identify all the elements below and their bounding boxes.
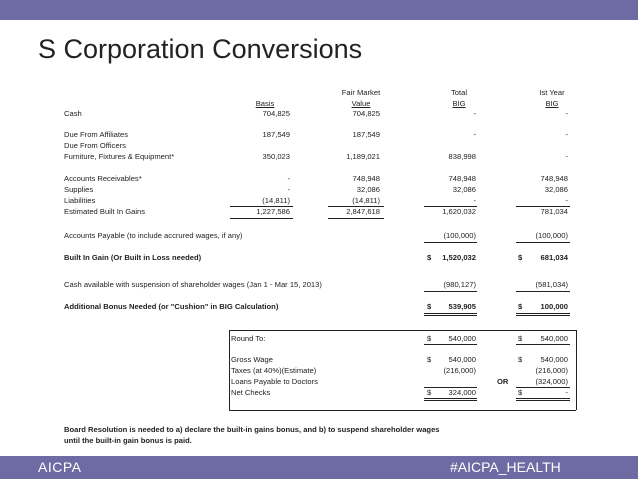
- row-total: 838,998: [448, 152, 476, 161]
- row-label: Due From Affiliates: [64, 130, 129, 139]
- row-fmv: 748,948: [352, 174, 380, 183]
- slide-title: S Corporation Conversions: [38, 34, 363, 64]
- accounts-payable-label: Accounts Payable (to include accrured wages, if any): [64, 231, 243, 240]
- or-label: OR: [497, 377, 509, 386]
- net-checks-total: 324,000: [448, 388, 476, 397]
- board-resolution-note-line2: until the built-in gain bonus is paid.: [64, 436, 192, 445]
- box-left-border: [229, 330, 230, 410]
- taxes-first: (216,000): [535, 366, 568, 375]
- accounts-payable-total: (100,000): [443, 231, 476, 240]
- built-in-gain-label: Built In Gain (Or Built in Loss needed): [64, 253, 202, 262]
- gross-wage-currency: $: [518, 355, 523, 364]
- row-label: Furniture, Fixtures & Equipment*: [64, 152, 175, 161]
- underline-first: [516, 242, 570, 243]
- cash-available-first: (581,034): [535, 280, 568, 289]
- header-first-line2: BIG: [545, 99, 559, 108]
- built-in-gain-first: 681,034: [540, 253, 568, 262]
- underline-basis: [230, 218, 293, 219]
- top-accent-bar: [0, 0, 638, 20]
- double-underline-first: [516, 313, 570, 314]
- gross-wage-label: Gross Wage: [231, 355, 273, 364]
- underline-total: [424, 242, 477, 243]
- underline-total: [424, 344, 477, 345]
- underline-fmv: [328, 218, 384, 219]
- row-first: -: [565, 130, 568, 139]
- row-label: Liabilities: [64, 196, 96, 205]
- row-total: -: [473, 109, 476, 118]
- header-fmv-line1: Fair Market: [341, 88, 381, 97]
- row-fmv: 187,549: [352, 130, 380, 139]
- row-first: 32,086: [544, 185, 568, 194]
- row-basis: -: [287, 174, 290, 183]
- row-basis: 1,227,586: [256, 207, 290, 216]
- cash-available-label: Cash available with suspension of shareholder wages (Jan 1 - Mar 15, 2013): [64, 280, 322, 289]
- underline-first: [516, 291, 570, 292]
- header-fmv-line2: Value: [351, 99, 371, 108]
- cash-available-total: (980,127): [443, 280, 476, 289]
- row-first: 748,948: [540, 174, 568, 183]
- row-first: -: [565, 109, 568, 118]
- net-checks-first: -: [565, 388, 568, 397]
- double-underline-total: [424, 398, 477, 399]
- aicpa-logo: AICPA: [38, 459, 82, 475]
- row-basis: (14,811): [262, 196, 290, 205]
- accounts-payable-first: (100,000): [535, 231, 568, 240]
- loans-label: Loans Payable to Doctors: [231, 377, 318, 386]
- row-total: -: [473, 130, 476, 139]
- net-checks-currency: $: [518, 388, 523, 397]
- round-to-currency: $: [427, 334, 432, 343]
- row-label: Supplies: [64, 185, 94, 194]
- loans-first: (324,000): [535, 377, 568, 386]
- underline-first: [516, 344, 570, 345]
- row-label: Due From Officers: [64, 141, 126, 150]
- header-total-line1: Total: [450, 88, 468, 97]
- header-basis: Basis: [255, 99, 275, 108]
- additional-bonus-label: Additional Bonus Needed (or "Cushion" in BIG Calculation): [64, 302, 279, 311]
- row-fmv: 1,189,021: [346, 152, 380, 161]
- additional-bonus-currency: $: [427, 302, 432, 311]
- row-basis: 350,023: [262, 152, 290, 161]
- double-underline-total: [424, 315, 477, 316]
- taxes-total: (216,000): [443, 366, 476, 375]
- board-resolution-note-line1: Board Resolution is needed to a) declare the built-in gains bonus, and b) to suspend shareholder wages: [64, 425, 440, 434]
- round-to-total: 540,000: [448, 334, 476, 343]
- row-first: -: [565, 196, 568, 205]
- row-label: Accounts Receivables*: [64, 174, 142, 183]
- row-label: Estimated Built In Gains: [64, 207, 146, 216]
- round-to-currency: $: [518, 334, 523, 343]
- row-total: -: [473, 196, 476, 205]
- net-checks-label: Net Checks: [231, 388, 271, 397]
- round-to-label: Round To:: [231, 334, 266, 343]
- row-total: 748,948: [448, 174, 476, 183]
- built-in-gain-total: 1,520,032: [442, 253, 476, 262]
- double-underline-total: [424, 400, 477, 401]
- gross-wage-total: 540,000: [448, 355, 476, 364]
- row-fmv: 2,847,618: [346, 207, 380, 216]
- row-total: 32,086: [452, 185, 476, 194]
- row-total: 1,620,032: [442, 207, 476, 216]
- box-bottom-border: [229, 410, 576, 411]
- gross-wage-first: 540,000: [540, 355, 568, 364]
- additional-bonus-currency: $: [518, 302, 523, 311]
- taxes-label: Taxes (at 40%)(Estimate): [231, 366, 317, 375]
- box-right-border: [576, 330, 577, 410]
- row-first: -: [565, 152, 568, 161]
- box-top-border: [229, 330, 576, 331]
- double-underline-first: [516, 398, 570, 399]
- row-label: Cash: [64, 109, 82, 118]
- header-first-line1: Ist Year: [539, 88, 565, 97]
- built-in-gain-currency: $: [518, 253, 523, 262]
- row-basis: 187,549: [262, 130, 290, 139]
- net-checks-currency: $: [427, 388, 432, 397]
- double-underline-first: [516, 315, 570, 316]
- row-first: 781,034: [540, 207, 568, 216]
- additional-bonus-total: 539,905: [448, 302, 476, 311]
- gross-wage-currency: $: [427, 355, 432, 364]
- round-to-first: 540,000: [540, 334, 568, 343]
- hashtag-label: #AICPA_HEALTH: [450, 459, 561, 475]
- header-total-line2: BIG: [452, 99, 466, 108]
- underline-total: [424, 291, 477, 292]
- row-basis: 704,825: [262, 109, 290, 118]
- double-underline-first: [516, 400, 570, 401]
- row-fmv: 32,086: [356, 185, 380, 194]
- additional-bonus-first: 100,000: [540, 302, 568, 311]
- row-fmv: 704,825: [352, 109, 380, 118]
- row-fmv: (14,811): [352, 196, 380, 205]
- built-in-gain-currency: $: [427, 253, 432, 262]
- double-underline-total: [424, 313, 477, 314]
- row-basis: -: [287, 185, 290, 194]
